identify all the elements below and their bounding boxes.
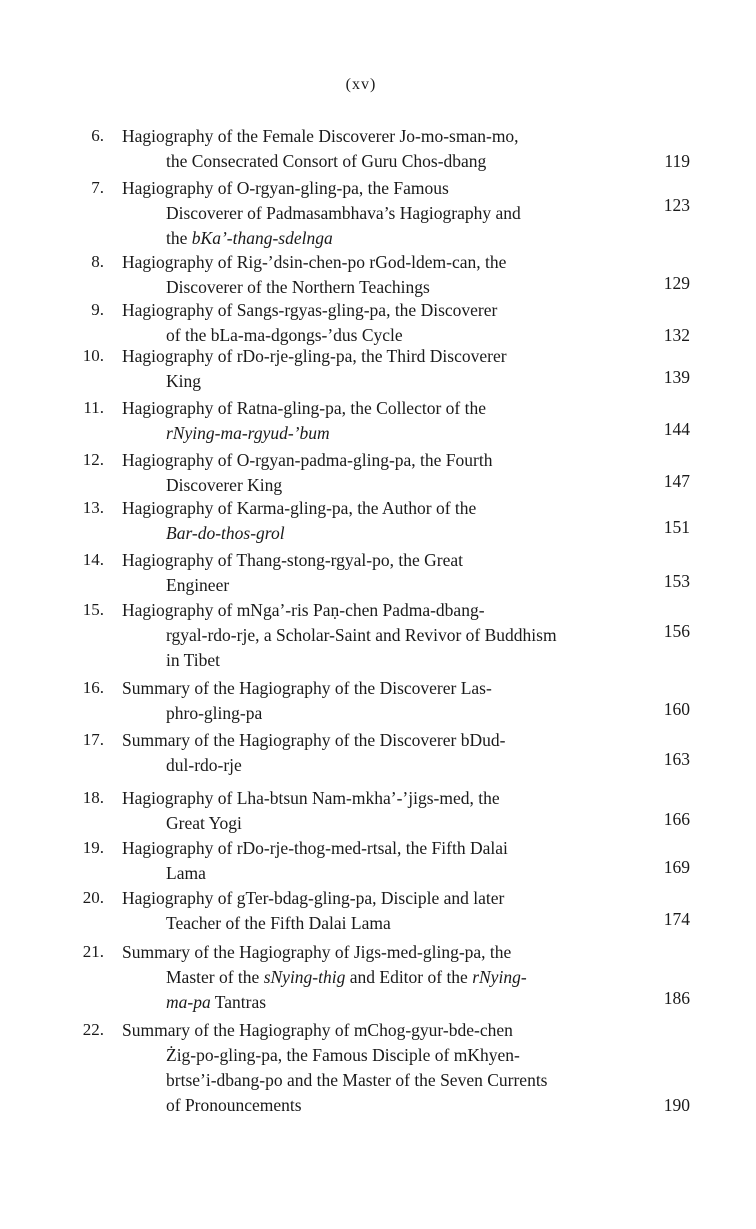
title-segment: Hagiography of rDo-rje-thog-med-rtsal, the Fifth Dalai [122, 838, 508, 858]
entry-number: 14. [82, 550, 104, 569]
entry-page-number: 139 [663, 367, 690, 387]
entry-title-line [166, 203, 521, 224]
title-segment: Hagiography of Karma-gling-pa, the Author of the [122, 498, 477, 518]
italic-title-segment: sNying-thig [263, 967, 346, 987]
entry-number: 12. [82, 450, 104, 469]
title-segment: Hagiography of O-rgyan-padma-gling-pa, the Fourth [122, 450, 493, 470]
title-segment: rgyal-rdo-rje, a Scholar-Saint and Revivor of Buddhism [166, 625, 557, 645]
title-segment: Hagiography of O-rgyan-gling-pa, the Famous [122, 178, 449, 198]
title-segment: King [166, 371, 201, 391]
entry-title-line [122, 730, 505, 751]
title-segment: Great Yogi [166, 813, 242, 833]
entry-title-line [122, 178, 449, 199]
entry-title-line [122, 300, 497, 321]
entry-title-line [122, 678, 492, 699]
title-segment: Hagiography of Lha-btsun Nam-mkha’-’jigs-med, the [122, 788, 500, 808]
entry-page-number: 186 [663, 988, 690, 1008]
entry-page-number: 156 [663, 621, 690, 641]
entry-number: 18. [82, 788, 104, 807]
entry-title-line [166, 423, 330, 444]
title-segment: Hagiography of gTer-bdag-gling-pa, Disciple and later [122, 888, 505, 908]
entry-number: 19. [82, 838, 104, 857]
entry-number: 21. [82, 942, 104, 961]
entry-title-line [166, 371, 201, 392]
title-segment: Summary of the Hagiography of the Discoverer bDud- [122, 730, 506, 750]
entry-number: 9. [91, 300, 104, 319]
title-segment: Discoverer of Padmasambhava’s Hagiography and [166, 203, 521, 223]
entry-number: 17. [82, 730, 104, 749]
entry-title-line [166, 523, 285, 544]
entry-title-line [122, 600, 485, 621]
title-segment: dul-rdo-rje [166, 755, 242, 775]
entry-title-line [166, 992, 266, 1013]
title-segment: Hagiography of the Female Discoverer Jo-mo-sman-mo, [122, 126, 519, 146]
entry-page-number: 147 [663, 471, 690, 491]
entry-title-line [122, 450, 492, 471]
entry-page-number: 123 [663, 195, 690, 215]
title-segment: the Consecrated Consort of Guru Chos-dbang [166, 151, 487, 171]
entry-number: 6. [91, 126, 104, 145]
italic-title-segment: rNying- [472, 967, 527, 987]
entry-title-line [166, 913, 391, 934]
title-segment: and Editor of the [345, 967, 473, 987]
entry-page-number: 174 [663, 909, 690, 929]
entry-number: 7. [91, 178, 104, 197]
entry-title-line [166, 277, 430, 298]
entry-title-line [122, 498, 476, 519]
title-segment: Summary of the Hagiography of Jigs-med-gling-pa, the [122, 942, 512, 962]
title-segment: of the bLa-ma-dgongs-’dus Cycle [166, 325, 403, 345]
entry-number: 10. [82, 346, 104, 365]
entry-title-line [166, 228, 333, 249]
entry-title-line [122, 838, 508, 859]
entry-title-line [166, 151, 486, 172]
title-segment: Discoverer King [166, 475, 283, 495]
title-segment: Hagiography of Thang-stong-rgyal-po, the Great [122, 550, 463, 570]
entry-number: 15. [82, 600, 104, 619]
title-segment: Summary of the Hagiography of the Discoverer Las- [122, 678, 492, 698]
entry-title-line [122, 550, 463, 571]
entry-page-number: 190 [663, 1095, 690, 1115]
entry-title-line [166, 650, 220, 671]
title-segment: Master of the [166, 967, 264, 987]
entry-page-number: 163 [663, 749, 690, 769]
entry-title-line [166, 625, 557, 646]
title-segment: Hagiography of Sangs-rgyas-gling-pa, the Discoverer [122, 300, 498, 320]
entry-page-number: 132 [663, 325, 690, 345]
entry-title-line [166, 755, 242, 776]
title-segment: Summary of the Hagiography of mChog-gyur-bde-chen [122, 1020, 513, 1040]
italic-title-segment: Bar-do-thos-grol [166, 523, 285, 543]
entry-number: 11. [83, 398, 104, 417]
italic-title-segment: ma-pa [166, 992, 211, 1012]
entry-number: 20. [82, 888, 104, 907]
entry-title-line [122, 252, 506, 273]
title-segment: phro-gling-pa [166, 703, 263, 723]
entry-title-line [122, 888, 504, 909]
title-segment: Hagiography of Ratna-gling-pa, the Collector of the [122, 398, 486, 418]
entry-title-line [166, 967, 527, 988]
title-segment: in Tibet [166, 650, 220, 670]
title-segment: Hagiography of mNga’-ris Paṇ-chen Padma-dbang- [122, 600, 485, 620]
entry-number: 22. [82, 1020, 104, 1039]
title-segment: the [166, 228, 192, 248]
title-segment: Hagiography of Rig-’dsin-chen-po rGod-ldem-can, the [122, 252, 507, 272]
entry-title-line [166, 1095, 302, 1116]
title-segment: Żig-po-gling-pa, the Famous Disciple of mKhyen- [166, 1045, 520, 1065]
entry-title-line [166, 703, 262, 724]
page-number: (xv) [345, 76, 377, 93]
entry-number: 13. [82, 498, 104, 517]
entry-page-number: 144 [663, 419, 690, 439]
title-segment: Engineer [166, 575, 230, 595]
entry-title-line [122, 1020, 513, 1041]
entry-title-line [122, 398, 486, 419]
title-segment: Teacher of the Fifth Dalai Lama [166, 913, 391, 933]
entry-page-number: 166 [663, 809, 690, 829]
entry-page-number: 169 [663, 857, 690, 877]
entry-title-line [166, 1070, 548, 1091]
entry-title-line [122, 788, 500, 809]
title-segment: Hagiography of rDo-rje-gling-pa, the Third Discoverer [122, 346, 507, 366]
entry-title-line [166, 1045, 520, 1066]
entry-number: 8. [91, 252, 104, 271]
entry-title-line [166, 575, 229, 596]
entry-title-line [166, 325, 403, 346]
entry-title-line [122, 942, 511, 963]
title-segment: brtse’i-dbang-po and the Master of the Seven Currents [166, 1070, 548, 1090]
entry-title-line [166, 813, 242, 834]
entry-title-line [166, 475, 282, 496]
title-segment: Discoverer of the Northern Teachings [166, 277, 430, 297]
entry-page-number: 119 [664, 151, 690, 171]
entry-page-number: 160 [663, 699, 690, 719]
entry-title-line [166, 863, 206, 884]
title-segment: Lama [166, 863, 206, 883]
entry-page-number: 153 [663, 571, 690, 591]
entry-title-line [122, 126, 519, 147]
italic-title-segment: bKa’-thang-sdelnga [191, 228, 333, 248]
entry-title-line [122, 346, 507, 367]
entry-number: 16. [82, 678, 104, 697]
title-segment: Tantras [210, 992, 267, 1012]
title-segment: of Pronouncements [166, 1095, 302, 1115]
entry-page-number: 151 [663, 517, 690, 537]
entry-page-number: 129 [663, 273, 690, 293]
italic-title-segment: rNying-ma-rgyud-’bum [166, 423, 330, 443]
